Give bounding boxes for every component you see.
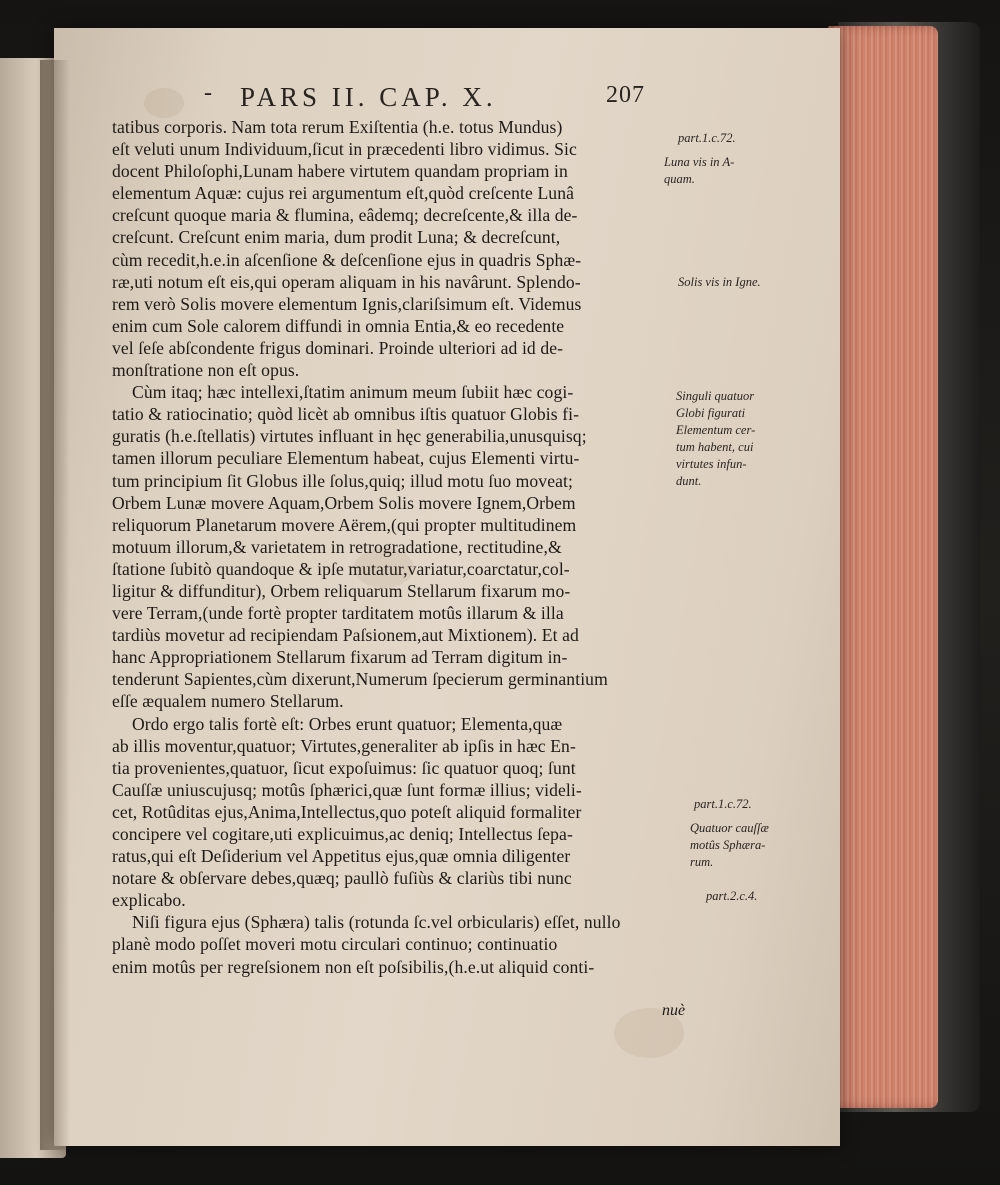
margin-note-line: dunt. bbox=[676, 474, 702, 488]
text-line: ligitur & diffunditur), Orbem reliquarum Stellarum fixarum mo- bbox=[112, 580, 571, 601]
margin-note-line: tum habent, cui bbox=[676, 440, 754, 454]
catchword: nuè bbox=[662, 1002, 686, 1019]
text-line: notare & obſervare debes,quæq; paullò fuſiùs & clariùs tibi nunc bbox=[112, 868, 572, 889]
text-line: creſcunt quoque maria & flumina, eâdemq; decreſcente,& illa de- bbox=[112, 205, 578, 226]
text-line: creſcunt. Creſcunt enim maria, dum prodit Luna; & decreſcunt, bbox=[112, 227, 561, 248]
text-line: tardiùs movetur ad recipiendam Paſsionem,aut Mixtionem). Et ad bbox=[112, 625, 579, 646]
margin-note-line: Luna vis in A- bbox=[664, 155, 735, 169]
foxing-spot bbox=[144, 88, 184, 118]
page-number: 207 bbox=[606, 82, 645, 108]
margin-note-luna-vis bbox=[664, 154, 734, 188]
margin-note-solis-vis bbox=[678, 274, 761, 291]
text-line: tia provenientes,quatuor, ſicut expoſuimus: ſic quatuor quoq; ſunt bbox=[112, 757, 576, 778]
text-line: explicabo. bbox=[112, 890, 186, 911]
text-line: ratus,qui eſt Deſiderium vel Appetitus ejus,quæ omnia diligenter bbox=[112, 846, 571, 867]
text-line: cùm recedit,h.e.in aſcenſione & deſcenſione ejus in quadris Sphæ- bbox=[112, 249, 582, 270]
text-line: motuum illorum,& varietatem in retrogradatione, rectitudine,& bbox=[112, 536, 562, 557]
text-line: concipere vel cogitare,uti explicuimus,ac deniq; Intellectus ſepa- bbox=[112, 824, 573, 844]
margin-note-part-2-c-4 bbox=[706, 888, 757, 905]
text-line: Cauſſæ uniuscujusq; motûs ſphærici,quæ ſunt formæ illius; videli- bbox=[112, 779, 582, 800]
text-line: hanc Appropriationem Stellarum fixarum ad Terram digitum in- bbox=[112, 647, 568, 668]
margin-note-part-1-c-72-b bbox=[694, 796, 752, 813]
text-line: ab illis moventur,quatuor; Virtutes,generaliter ab ipſis in hæc En- bbox=[112, 735, 576, 756]
text-line: elementum Aquæ: cujus rei argumentum eſt,quòd creſcente Lunâ bbox=[112, 183, 575, 204]
text-line: tamen illorum peculiare Elementum habeat, cujus Elementi virtu- bbox=[112, 448, 580, 469]
margin-note-line: Solis vis in Igne. bbox=[678, 275, 761, 289]
running-head: PARS II. CAP. X. bbox=[240, 82, 497, 112]
text-line: eſſe æqualem numero Stellarum. bbox=[112, 691, 344, 712]
text-line: cet, Rotûditas ejus,Anima,Intellectus,quo poteſt aliquid formaliter bbox=[112, 801, 582, 822]
text-line: Cùm itaq; hæc intellexi,ſtatim animum meum ſubiit hæc cogi- bbox=[132, 382, 574, 403]
text-line: reliquorum Planetarum movere Aërem,(qui propter multitudinem bbox=[112, 514, 577, 535]
page-header bbox=[240, 82, 670, 116]
margin-note-part-1-c-72 bbox=[678, 130, 736, 147]
text-line: tum principium ſit Globus ille ſolus,quiq; illud motu ſuo moveat; bbox=[112, 470, 573, 491]
margin-note-singuli-quatuor bbox=[676, 388, 755, 490]
margin-note-line: Singuli quatuor bbox=[676, 389, 755, 403]
margin-note-line: quam. bbox=[664, 172, 695, 186]
margin-note-line: rum. bbox=[690, 855, 714, 869]
margin-note-line: Quatuor cauſſæ bbox=[690, 821, 769, 835]
text-line: tenderunt Sapientes,cùm dixerunt,Numerum ſpecierum germinantium bbox=[112, 669, 608, 690]
margin-note-line: part.1.c.72. bbox=[694, 797, 752, 811]
text-line: enim motûs per regreſsionem non eſt poſsibilis,(h.e.ut aliquid conti- bbox=[112, 956, 595, 977]
text-line: ræ,uti notum eſt eis,qui operam aliquam in his navârunt. Splendo- bbox=[112, 271, 581, 292]
text-line: tatio & ratiocinatio; quòd licèt ab omnibus iſtis quatuor Globis fi- bbox=[112, 404, 580, 425]
text-line: vel ſeſe abſcondente frigus dominari. Proinde ulteriori ad id de- bbox=[112, 337, 564, 358]
text-line: vere Terram,(unde fortè propter tarditatem motûs illarum & illa bbox=[112, 603, 564, 624]
text-line: ſtatione ſubitò quandoque & ipſe mutatur,variatur,coarctatur,col- bbox=[112, 558, 570, 579]
margin-note-quatuor-caussae bbox=[690, 820, 769, 871]
text-line: Niſi figura ejus (Sphæra) talis (rotunda ſc.vel orbicularis) eſſet, nullo bbox=[132, 912, 621, 933]
page-edges bbox=[828, 26, 938, 1108]
margin-note-line: part.2.c.4. bbox=[706, 889, 758, 903]
margin-note-line: virtutes infun- bbox=[676, 457, 747, 471]
gutter-shadow bbox=[40, 60, 70, 1150]
text-line: Orbem Lunæ movere Aquam,Orbem Solis movere Ignem,Orbem bbox=[112, 492, 576, 513]
header-dash: - bbox=[204, 80, 212, 106]
margin-note-line: part.1.c.72. bbox=[678, 131, 736, 145]
text-line: rem verò Solis movere elementum Ignis,clariſsimum eſt. Videmus bbox=[112, 293, 582, 314]
margin-note-line: Globi figurati bbox=[676, 406, 746, 420]
text-line: monſtratione non eſt opus. bbox=[112, 360, 300, 381]
body-text bbox=[112, 116, 682, 978]
text-line: guratis (h.e.ſtellatis) virtutes influant in hęc generabilia,unusquisq; bbox=[112, 426, 587, 447]
margin-note-line: Elementum cer- bbox=[676, 423, 756, 437]
text-line: docent Philoſophi,Lunam habere virtutem quandam propriam in bbox=[112, 161, 568, 182]
margin-note-line: motûs Sphæra- bbox=[690, 838, 766, 852]
text-line: eſt veluti unum Individuum,ſicut in præcedenti libro vidimus. Sic bbox=[112, 139, 577, 160]
text-line: enim cum Sole calorem diffundi in omnia Entia,& eo recedente bbox=[112, 315, 565, 336]
text-line: tatibus corporis. Nam tota rerum Exiſtentia (h.e. totus Mundus) bbox=[112, 117, 563, 137]
text-line: Ordo ergo talis fortè eſt: Orbes erunt quatuor; Elementa,quæ bbox=[132, 713, 563, 734]
text-line: planè modo poſſet moveri motu circulari continuo; continuatio bbox=[112, 934, 558, 955]
